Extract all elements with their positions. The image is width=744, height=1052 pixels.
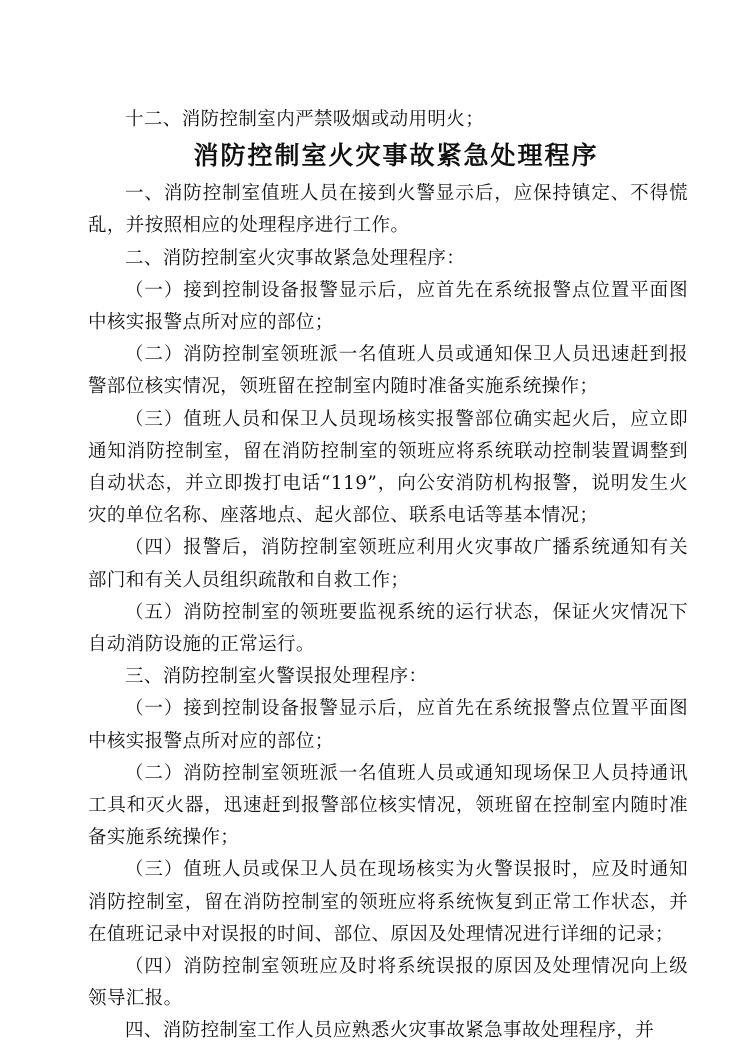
paragraph-11: （三）值班人员或保卫人员在现场核实为火警误报时，应及时通知消防控制室，留在消防控制室的领班应将系统恢复到正常工作状态，并在值班记录中对误报的时间、部位、原因及处理情况进行详细的记录；: [88, 859, 688, 945]
paragraph-5: （三）值班人员和保卫人员现场核实报警部位确实起火后，应立即通知消防控制室，留在消防控制室的领班应将系统联动控制装置调整到自动状态，并立即拨打电话“119”，向公安消防机构报警，说明发生火灾的单位名称、座落地点、起火部位、联系电话等基本情况；: [88, 408, 688, 527]
lead-item-paragraph: 十二、消防控制室内严禁吸烟或动用明火；: [125, 109, 485, 130]
paragraph-3: （一）接到控制设备报警显示后，应首先在系统报警点位置平面图中核实报警点所对应的部位；: [88, 279, 688, 334]
paragraph-12: （四）消防控制室领班应及时将系统误报的原因及处理情况向上级领导汇报。: [88, 956, 688, 1010]
document-title: 消防控制室火灾事故紧急处理程序: [193, 141, 599, 171]
paragraph-6: （四）报警后，消防控制室领班应利用火灾事故广播系统通知有关部门和有关人员组织疏散和自救工作；: [88, 537, 688, 591]
document-page: [88, 104, 688, 1048]
paragraph-10: （二）消防控制室领班派一名值班人员或通知现场保卫人员持通讯工具和灭火器，迅速赶到报警部位核实情况，领班留在控制室内随时准备实施系统操作；: [88, 762, 688, 849]
paragraph-4: （二）消防控制室领班派一名值班人员或通知保卫人员迅速赶到报警部位核实情况，领班留在控制室内随时准备实施系统操作；: [88, 344, 688, 398]
paragraph-7: （五）消防控制室的领班要监视系统的运行状态，保证火灾情况下自动消防设施的正常运行。: [88, 601, 688, 656]
paragraph-13: 四、消防控制室工作人员应熟悉火灾事故紧急事故处理程序，并: [125, 1020, 655, 1042]
paragraph-9: （一）接到控制设备报警显示后，应首先在系统报警点位置平面图中核实报警点所对应的部位；: [88, 698, 688, 752]
paragraph-2: 二、消防控制室火灾事故紧急处理程序：: [125, 247, 466, 269]
paragraph-1: 一、消防控制室值班人员在接到火警显示后，应保持镇定、不得慌乱，并按照相应的处理程序进行工作。: [88, 183, 688, 237]
paragraph-8: 三、消防控制室火警误报处理程序：: [125, 666, 428, 688]
